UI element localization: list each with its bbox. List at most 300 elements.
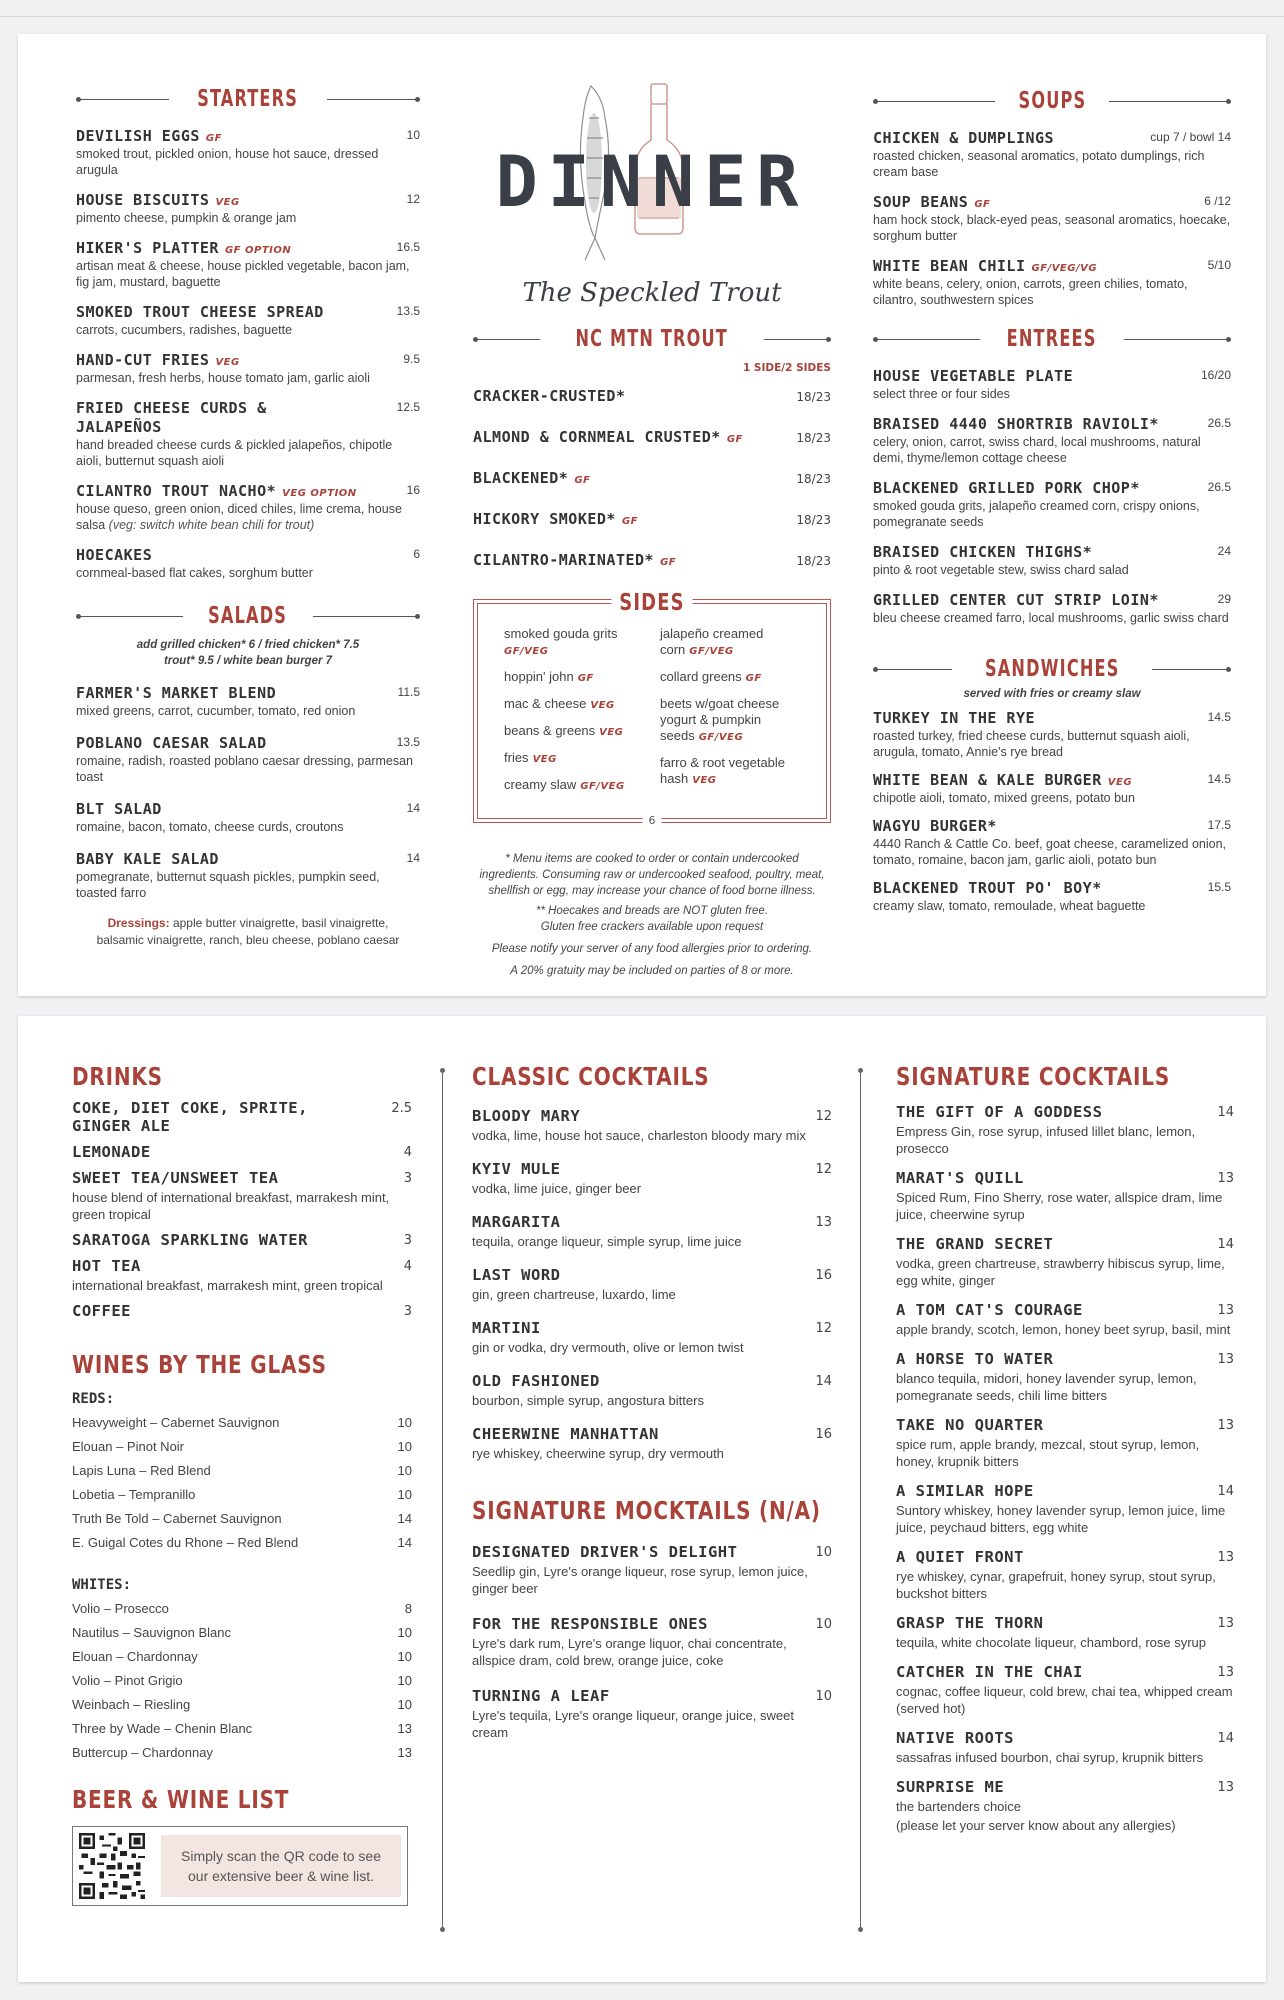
wine-name: Elouan – Pinot Noir (72, 1439, 185, 1454)
drink-name: LAST WORD (472, 1266, 561, 1284)
drink-name: OLD FASHIONED (472, 1372, 600, 1390)
drink-item (472, 1213, 832, 1250)
classic-column (472, 1062, 832, 1741)
menu-item-desc-text: parmesan, fresh herbs, house tomato jam, garlic aioli (76, 371, 370, 385)
drink-desc: apple brandy, scotch, lemon, honey beet syrup, basil, mint (896, 1322, 1231, 1337)
menu-item-price: 13.5 (396, 735, 420, 749)
menu-item-desc-text: mixed greens, carrot, cucumber, tomato, red onion (76, 704, 356, 718)
menu-item (873, 256, 1231, 308)
wine-price: 10 (397, 1415, 412, 1430)
wines-title: WINES BY THE GLASS (72, 1350, 327, 1379)
menu-item-name: HIKER'S PLATTER (76, 239, 219, 257)
dietary-tag: GF (726, 434, 743, 445)
wine-name: Nautilus – Sauvignon Blanc (72, 1625, 231, 1640)
menu-item-title (873, 366, 1231, 385)
side-item (504, 750, 650, 768)
menu-item (76, 350, 420, 386)
menu-item-name: CILANTRO TROUT NACHO* (76, 482, 277, 500)
wine-item (72, 1435, 412, 1459)
drink-item (72, 1231, 412, 1249)
menu-item (76, 190, 420, 226)
drink-name: MARGARITA (472, 1213, 561, 1231)
drink-desc: Spiced Rum, Fino Sherry, rose water, allspice dram, lime juice, cheerwine syrup (896, 1190, 1223, 1222)
drink-item (896, 1235, 1234, 1289)
drinks-title: DRINKS (72, 1062, 163, 1091)
menu-item-title (76, 190, 420, 209)
menu-item (76, 849, 420, 901)
menu-item-title (873, 192, 1231, 211)
disclaimer-allergy: Please notify your server of any food allergies prior to ordering. (491, 943, 813, 955)
right-column (873, 86, 1231, 914)
drink-item (896, 1350, 1234, 1404)
trout-price: 18/23 (796, 554, 831, 568)
menu-item-price: 17.5 (1207, 818, 1231, 832)
wine-item (72, 1741, 412, 1765)
salads-list (76, 683, 420, 901)
menu-item-title (76, 545, 420, 564)
menu-item-name: BLT SALAD (76, 800, 162, 818)
wine-name: Volio – Prosecco (72, 1601, 169, 1616)
dietary-tag: GF (621, 516, 639, 527)
trout-name: CILANTRO-MARINATED* (473, 551, 655, 569)
salads-header: SALADS (76, 601, 420, 631)
menu-item-name: BLACKENED GRILLED PORK CHOP* (873, 479, 1140, 497)
drink-item (472, 1615, 832, 1669)
menu-item-desc-text: romaine, bacon, tomato, cheese curds, croutons (76, 820, 344, 834)
menu-item-title (76, 733, 420, 752)
wine-name: Lobetia – Tempranillo (72, 1487, 196, 1502)
drink-name: THE GRAND SECRET (896, 1235, 1054, 1253)
drink-desc: Lyre's dark rum, Lyre's orange liquor, chai concentrate, allspice dram, cold brew, orange juice, coke (472, 1636, 787, 1668)
soups-list (873, 128, 1231, 308)
menu-item-title (76, 350, 420, 369)
drink-price: 12 (815, 1162, 832, 1177)
menu-item-name: BRAISED 4440 SHORTRIB RAVIOLI* (873, 415, 1159, 433)
dietary-tag: GF (205, 133, 222, 144)
drink-price: 13 (1217, 1665, 1234, 1680)
menu-item-title (76, 799, 420, 818)
drink-price: 3 (403, 1304, 412, 1319)
menu-item-desc (76, 322, 420, 338)
drink-desc: tequila, white chocolate liqueur, chambord, rose syrup (896, 1635, 1207, 1650)
wine-item (72, 1717, 412, 1741)
wine-price: 14 (397, 1511, 412, 1526)
drink-desc-note: (please let your server know about any allergies) (896, 1818, 1176, 1833)
menu-item (873, 878, 1231, 914)
soups-header: SOUPS (873, 86, 1231, 116)
drink-item (72, 1143, 412, 1161)
wine-name: Weinbach – Riesling (72, 1697, 191, 1712)
drink-name: BLOODY MARY (472, 1107, 581, 1125)
drink-item (472, 1425, 832, 1462)
drink-desc: tequila, orange liqueur, simple syrup, lime juice (472, 1234, 742, 1249)
menu-item-price: cup 7 / bowl 14 (1150, 130, 1231, 144)
wine-price: 10 (397, 1649, 412, 1664)
qr-code-icon[interactable] (79, 1833, 145, 1899)
menu-item-name: BLACKENED TROUT PO' BOY* (873, 879, 1102, 897)
wine-price: 14 (397, 1535, 412, 1550)
menu-item-desc-text: ham hock stock, black-eyed peas, seasonal aromatics, hoecake, sorghum butter (873, 213, 1231, 243)
drink-name: TURNING A LEAF (472, 1687, 610, 1705)
drink-item (472, 1687, 832, 1741)
menu-item-name: GRILLED CENTER CUT STRIP LOIN* (873, 591, 1159, 609)
menu-item (873, 770, 1231, 806)
sides-box (473, 590, 831, 827)
menu-item-price: 24 (1217, 544, 1231, 558)
whites-list (72, 1597, 412, 1765)
drink-name: SURPRISE ME (896, 1778, 1005, 1796)
signature-list (896, 1103, 1234, 1834)
drinks-menu-page (18, 1016, 1266, 1982)
menu-item-title (76, 481, 420, 500)
drink-desc: Lyre's tequila, Lyre's orange liqueur, orange juice, sweet cream (472, 1708, 794, 1740)
menu-item-title (873, 590, 1231, 609)
dietary-tag: VEG (590, 700, 615, 711)
wine-name: Lapis Luna – Red Blend (72, 1463, 211, 1478)
drink-name: COFFEE (72, 1302, 131, 1320)
menu-item-desc (76, 501, 420, 533)
menu-item-title (873, 414, 1231, 433)
mocktails-list (472, 1543, 832, 1741)
trout-price: 18/23 (796, 431, 831, 445)
menu-item-desc (873, 498, 1231, 530)
wine-name: Elouan – Chardonnay (72, 1649, 198, 1664)
menu-item-desc (76, 703, 420, 719)
side-name: mac & cheese (504, 696, 587, 711)
drink-name: A SIMILAR HOPE (896, 1482, 1034, 1500)
side-item (660, 669, 806, 687)
drink-price: 13 (1217, 1550, 1234, 1565)
wine-price: 10 (397, 1625, 412, 1640)
menu-item-price: 12.5 (396, 400, 420, 414)
dietary-tag: VEG (692, 775, 717, 786)
drink-desc: spice rum, apple brandy, mezcal, stout syrup, lemon, honey, krupnik bitters (896, 1437, 1200, 1469)
reds-label: REDS: (72, 1391, 115, 1407)
drink-name: TAKE NO QUARTER (896, 1416, 1044, 1434)
drink-item (896, 1482, 1234, 1536)
trout-item (473, 509, 831, 528)
food-menu-page (18, 34, 1266, 996)
menu-item-desc (76, 210, 420, 226)
menu-item-desc-text: bleu cheese creamed farro, local mushrooms, garlic swiss chard (873, 611, 1229, 625)
menu-item-desc (76, 437, 420, 469)
wine-item (72, 1669, 412, 1693)
menu-item-desc (76, 565, 420, 581)
dietary-tag: GF/VEG (698, 732, 744, 743)
drink-name: NATIVE ROOTS (896, 1729, 1014, 1747)
menu-item-desc-text: roasted turkey, fried cheese curds, butternut squash aioli, arugula, tomato, Annie's rye bread (873, 729, 1190, 759)
side-name: hoppin' john (504, 669, 574, 684)
drink-item (896, 1416, 1234, 1470)
drink-name: COKE, DIET COKE, SPRITE, GINGER ALE (72, 1099, 308, 1135)
menu-item-desc (873, 562, 1231, 578)
drink-desc: gin or vodka, dry vermouth, olive or lemon twist (472, 1340, 744, 1355)
starters-header: STARTERS (76, 84, 420, 114)
sandwiches-note: served with fries or creamy slaw (963, 688, 1141, 700)
drink-desc: blanco tequila, midori, honey lavender syrup, lemon, pomegranate seeds, chili lime bitters (896, 1371, 1197, 1403)
entrees-list (873, 366, 1231, 626)
signature-title: SIGNATURE COCKTAILS (896, 1062, 1171, 1091)
menu-item-price: 26.5 (1207, 416, 1231, 430)
menu-item-desc-text: white beans, celery, onion, carrots, green chilies, tomato, cilantro, southwestern spices (873, 277, 1188, 307)
drink-item (72, 1169, 412, 1223)
drink-name: THE GIFT OF A GODDESS (896, 1103, 1103, 1121)
trout-bottle-illustration (473, 78, 831, 268)
menu-item-name: BRAISED CHICKEN THIGHS* (873, 543, 1093, 561)
menu-item-name: FARMER'S MARKET BLEND (76, 684, 277, 702)
menu-item-desc (76, 819, 420, 835)
drink-price: 13 (1217, 1352, 1234, 1367)
menu-item-desc-text: smoked trout, pickled onion, house hot sauce, dressed arugula (76, 147, 379, 177)
drink-price: 13 (1217, 1303, 1234, 1318)
sandwiches-header: SANDWICHES (873, 654, 1231, 684)
trout-name: CRACKER-CRUSTED* (473, 387, 626, 405)
menu-item (76, 733, 420, 785)
drink-desc: vodka, lime, house hot sauce, charleston bloody mary mix (472, 1128, 806, 1143)
disclaimers (473, 851, 831, 979)
drink-desc: bourbon, simple syrup, angostura bitters (472, 1393, 704, 1408)
beer-title: BEER & WINE LIST (72, 1785, 290, 1814)
menu-item-name: HOUSE VEGETABLE PLATE (873, 367, 1074, 385)
menu-item-desc-text: pomegranate, butternut squash pickles, pumpkin seed, toasted farro (76, 870, 380, 900)
wine-price: 10 (397, 1487, 412, 1502)
menu-item-title (76, 398, 420, 436)
menu-item-name: FRIED CHEESE CURDS & JALAPEÑOS (76, 399, 267, 436)
side-item (660, 696, 806, 746)
trout-price: 18/23 (796, 513, 831, 527)
menu-item-title (873, 708, 1231, 727)
drink-price: 4 (403, 1145, 412, 1160)
menu-item-desc-text: roasted chicken, seasonal aromatics, potato dumplings, rich cream base (873, 149, 1205, 179)
drink-name: SWEET TEA/UNSWEET TEA (72, 1169, 279, 1187)
drink-price: 10 (815, 1545, 832, 1560)
drink-price: 2.5 (391, 1101, 412, 1116)
classic-list (472, 1107, 832, 1462)
trout-name: ALMOND & CORNMEAL CRUSTED* (473, 428, 721, 446)
menu-item-desc (76, 869, 420, 901)
menu-item-desc (76, 370, 420, 386)
drink-price: 14 (1217, 1484, 1234, 1499)
drink-price: 16 (815, 1427, 832, 1442)
wine-price: 10 (397, 1673, 412, 1688)
classic-title: CLASSIC COCKTAILS (472, 1062, 710, 1091)
trout-item (473, 550, 831, 569)
drink-item (472, 1160, 832, 1197)
column-divider-2 (860, 1068, 861, 1932)
drink-price: 13 (1217, 1418, 1234, 1433)
drink-item (896, 1614, 1234, 1651)
side-item (660, 755, 806, 789)
menu-item (76, 302, 420, 338)
menu-item-desc-text: cornmeal-based flat cakes, sorghum butter (76, 566, 313, 580)
side-name: smoked gouda grits (504, 626, 618, 641)
menu-item-desc-text: chipotle aioli, tomato, mixed greens, potato bun (873, 791, 1135, 805)
trout-item (473, 386, 831, 405)
menu-item-title (76, 238, 420, 257)
drink-item (472, 1107, 832, 1144)
menu-item-desc (873, 898, 1231, 914)
wine-item (72, 1411, 412, 1435)
side-item (504, 669, 650, 687)
dietary-tag: GF (745, 673, 762, 684)
trout-item (473, 427, 831, 446)
drink-name: CATCHER IN THE CHAI (896, 1663, 1083, 1681)
menu-item (76, 398, 420, 469)
drink-desc: house blend of international breakfast, marrakesh mint, green tropical (72, 1190, 390, 1222)
menu-item-desc (873, 148, 1231, 180)
qr-instructions: Simply scan the QR code to see our extensive beer & wine list. (161, 1835, 401, 1897)
menu-item-price: 26.5 (1207, 480, 1231, 494)
dietary-tag: VEG (532, 754, 557, 765)
drink-name: MARAT'S QUILL (896, 1169, 1024, 1187)
dietary-tag: GF OPTION (224, 245, 292, 256)
drink-price: 13 (815, 1215, 832, 1230)
menu-item-title (76, 302, 420, 321)
menu-item-title (873, 816, 1231, 835)
menu-item-title (873, 770, 1231, 789)
side-name: creamy slaw (504, 777, 577, 792)
menu-item-price: 11.5 (397, 685, 420, 699)
menu-item-price: 10 (406, 128, 420, 142)
drink-desc: Suntory whiskey, honey lavender syrup, lemon juice, lime juice, peychaud bitters, egg white (896, 1503, 1226, 1535)
side-name: collard greens (660, 669, 742, 684)
drink-desc: cognac, coffee liqueur, cold brew, chai tea, whipped cream (served hot) (896, 1684, 1233, 1716)
side-item (504, 777, 650, 795)
menu-item (873, 366, 1231, 402)
drink-item (72, 1099, 412, 1135)
drink-item (72, 1257, 412, 1294)
trout-name: BLACKENED* (473, 469, 569, 487)
menu-item-price: 14 (406, 851, 420, 865)
qr-box (72, 1826, 408, 1906)
menu-item-desc-text: 4440 Ranch & Cattle Co. beef, goat cheese, caramelized onion, tomato, romaine, bacon jam, garlic aioli, potato bun (873, 837, 1226, 867)
menu-item-name: WHITE BEAN CHILI (873, 257, 1026, 275)
menu-item-name: TURKEY IN THE RYE (873, 709, 1036, 727)
drink-desc: rye whiskey, cynar, grapefruit, honey syrup, stout syrup, buckshot bitters (896, 1569, 1216, 1601)
dietary-tag: VEG (215, 357, 240, 368)
restaurant-name: The Speckled Trout (522, 278, 782, 308)
trout-list (473, 386, 831, 569)
drink-price: 4 (403, 1259, 412, 1274)
menu-item (873, 542, 1231, 578)
wine-name: Truth Be Told – Cabernet Sauvignon (72, 1511, 282, 1526)
drink-item (472, 1266, 832, 1303)
drink-price: 14 (1217, 1105, 1234, 1120)
disclaimer-gratuity: A 20% gratuity may be included on parties of 8 or more. (510, 965, 794, 977)
menu-item-price: 16.5 (396, 240, 420, 254)
signature-column (896, 1062, 1234, 1834)
dietary-tag: GF/VEG (504, 646, 549, 657)
menu-item-title (76, 683, 420, 702)
side-name: beets w/goat cheese yogurt & pumpkin seeds (660, 696, 780, 743)
sides-count: 6 (643, 814, 662, 827)
menu-item-desc (873, 728, 1231, 760)
menu-item-price: 29 (1217, 592, 1231, 606)
menu-item-title (873, 542, 1231, 561)
drink-price: 13 (1217, 1616, 1234, 1631)
menu-item-desc (76, 258, 420, 290)
top-divider (0, 16, 1284, 17)
drink-name: DESIGNATED DRIVER'S DELIGHT (472, 1543, 738, 1561)
menu-item (76, 238, 420, 290)
trout-price: 18/23 (796, 472, 831, 486)
drink-name: GRASP THE THORN (896, 1614, 1044, 1632)
menu-item (873, 128, 1231, 180)
side-name: jalapeño creamed corn (660, 626, 764, 657)
drink-name: A HORSE TO WATER (896, 1350, 1054, 1368)
menu-item-title (76, 849, 420, 868)
wine-item (72, 1531, 412, 1555)
menu-item (873, 816, 1231, 868)
menu-item (76, 799, 420, 835)
mocktails-title: SIGNATURE MOCKTAILS (N/A) (472, 1496, 821, 1525)
menu-item-name: HOECAKES (76, 546, 153, 564)
menu-item-price: 16 (406, 483, 420, 497)
menu-item (873, 192, 1231, 244)
wine-price: 10 (397, 1463, 412, 1478)
drink-price: 10 (815, 1689, 832, 1704)
trout-side-options: 1 SIDE/2 SIDES (742, 362, 831, 374)
dietary-tag: GF (660, 557, 677, 568)
menu-item-price: 13.5 (396, 304, 420, 318)
wine-item (72, 1597, 412, 1621)
dietary-tag: GF/VEG (580, 781, 625, 792)
drink-desc: rye whiskey, cheerwine syrup, dry vermouth (472, 1446, 724, 1461)
trout-name: HICKORY SMOKED* (473, 510, 616, 528)
menu-item-desc (76, 753, 420, 785)
drink-desc: vodka, lime juice, ginger beer (472, 1181, 642, 1196)
drink-item (896, 1169, 1234, 1223)
menu-item (873, 708, 1231, 760)
drink-price: 3 (403, 1233, 412, 1248)
drink-price: 12 (815, 1109, 832, 1124)
salad-addons: add grilled chicken* 6 / fried chicken* 7.5 trout* 9.5 / white bean burger 7 (136, 639, 360, 667)
menu-item (76, 481, 420, 533)
menu-item-title (873, 478, 1231, 497)
drink-item (896, 1301, 1234, 1338)
svg-text:DINNER: DINNER (495, 141, 809, 223)
menu-item-price: 14.5 (1207, 710, 1231, 724)
drink-price: 16 (815, 1268, 832, 1283)
menu-item-desc-text: select three or four sides (873, 387, 1010, 401)
sides-title: SIDES (611, 590, 692, 616)
menu-item-price: 16/20 (1200, 368, 1231, 382)
dietary-tag: GF (577, 673, 594, 684)
menu-item-price: 14.5 (1207, 772, 1231, 786)
side-item (504, 723, 650, 741)
starters-list (76, 126, 420, 581)
drink-desc: gin, green chartreuse, luxardo, lime (472, 1287, 676, 1302)
menu-item (873, 478, 1231, 530)
sides-left (504, 626, 650, 804)
menu-item-price: 14 (406, 801, 420, 815)
dietary-tag: GF (574, 475, 591, 486)
wine-item (72, 1693, 412, 1717)
menu-item-price: 15.5 (1207, 880, 1231, 894)
menu-item-desc-text: smoked gouda grits, jalapeño creamed corn, crispy onions, pomegranate seeds (873, 499, 1200, 529)
menu-item-desc (873, 836, 1231, 868)
menu-item-title (76, 126, 420, 145)
drink-name: SARATOGA SPARKLING WATER (72, 1231, 308, 1249)
wine-price: 13 (397, 1721, 412, 1736)
menu-item-name: SOUP BEANS (873, 193, 969, 211)
menu-item (76, 126, 420, 178)
wine-item (72, 1459, 412, 1483)
drink-name: KYIV MULE (472, 1160, 561, 1178)
wine-name: Heavyweight – Cabernet Sauvignon (72, 1415, 280, 1430)
menu-item-desc-text: artisan meat & cheese, house pickled vegetable, bacon jam, fig jam, mustard, baguette (76, 259, 410, 289)
menu-item (873, 414, 1231, 466)
